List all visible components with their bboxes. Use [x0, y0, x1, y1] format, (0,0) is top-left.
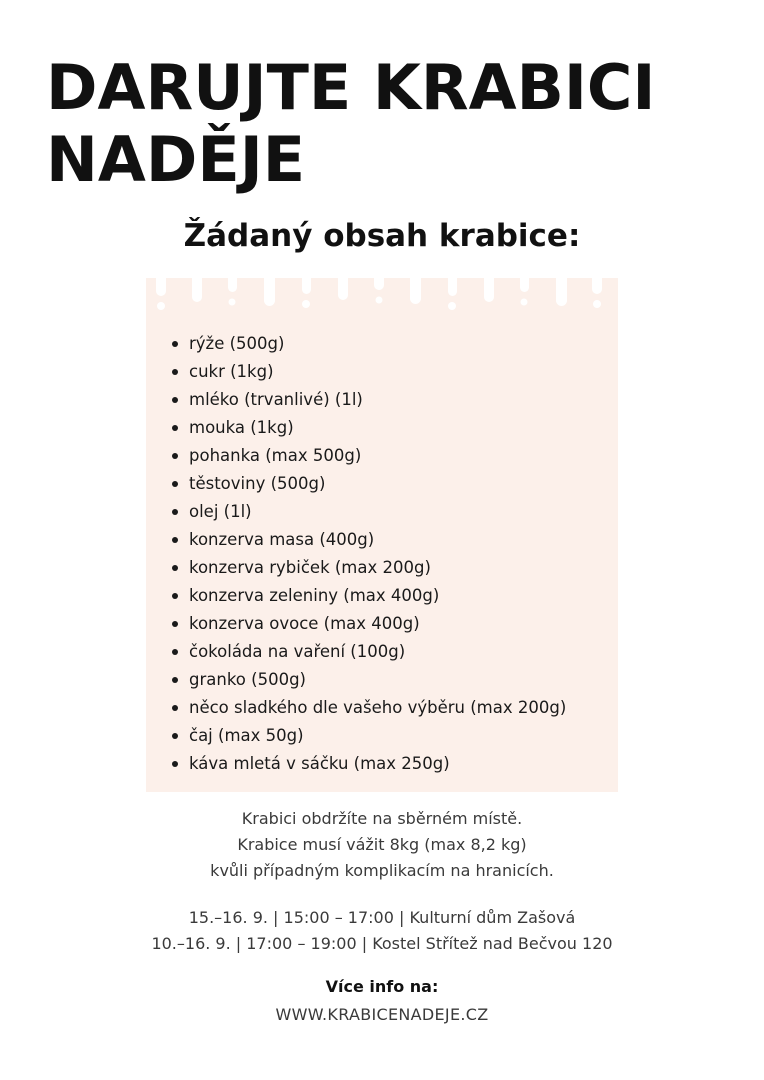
list-item	[172, 582, 618, 610]
list-item-label: káva mletá v sáčku (max 250g)	[189, 754, 450, 773]
list-item	[172, 414, 618, 442]
list-item-label: rýže (500g)	[189, 334, 285, 353]
list-item-label: pohanka (max 500g)	[189, 446, 362, 465]
list-item	[172, 386, 618, 414]
item-list-paper	[146, 272, 618, 792]
list-item	[172, 358, 618, 386]
bullet-icon	[172, 649, 178, 655]
list-item	[172, 442, 618, 470]
bullet-icon	[172, 761, 178, 767]
bullet-icon	[172, 733, 178, 739]
list-item	[172, 330, 618, 358]
bullet-icon	[172, 621, 178, 627]
list-item	[172, 750, 618, 778]
bullet-icon	[172, 565, 178, 571]
bullet-icon	[172, 537, 178, 543]
info-line-2: Krabice musí vážit 8kg (max 8,2 kg)	[237, 835, 527, 854]
bullet-icon	[172, 509, 178, 515]
list-item-label: cukr (1kg)	[189, 362, 274, 381]
info-line-3: kvůli případným komplikacím na hranicích.	[210, 861, 554, 880]
title-line-1: DARUJTE KRABICI	[46, 51, 656, 124]
list-item	[172, 610, 618, 638]
list-item	[172, 666, 618, 694]
bullet-icon	[172, 481, 178, 487]
list-item-label: mouka (1kg)	[189, 418, 294, 437]
list-item-label: mléko (trvanlivé) (1l)	[189, 390, 363, 409]
list-item-label: těstoviny (500g)	[189, 474, 326, 493]
schedule-line-1: 15.–16. 9. | 15:00 – 17:00 | Kulturní dům Zašová	[188, 908, 576, 927]
list-item-label: konzerva rybiček (max 200g)	[189, 558, 431, 577]
list-item-label: granko (500g)	[189, 670, 306, 689]
list-item	[172, 638, 618, 666]
paper-drip-decoration	[146, 272, 618, 322]
list-item-label: konzerva masa (400g)	[189, 530, 375, 549]
bullet-icon	[172, 397, 178, 403]
info-line-1: Krabici obdržíte na sběrném místě.	[241, 809, 523, 828]
list-item	[172, 722, 618, 750]
schedule-line-2: 10.–16. 9. | 17:00 – 19:00 | Kostel Střítež nad Bečvou 120	[151, 934, 613, 953]
item-list	[172, 330, 618, 778]
bullet-icon	[172, 369, 178, 375]
bullet-icon	[172, 677, 178, 683]
list-item	[172, 526, 618, 554]
list-item-label: něco sladkého dle vašeho výběru (max 200g)	[189, 698, 567, 717]
title-line-2: NADĚJE	[46, 123, 306, 196]
bullet-icon	[172, 425, 178, 431]
list-item	[172, 554, 618, 582]
website-link[interactable]: WWW.KRABICENADEJE.CZ	[275, 1005, 489, 1024]
list-item	[172, 470, 618, 498]
page-title	[46, 52, 746, 196]
list-item	[172, 694, 618, 722]
list-heading: Žádaný obsah krabice:	[183, 218, 581, 254]
list-item	[172, 498, 618, 526]
bullet-icon	[172, 593, 178, 599]
bullet-icon	[172, 341, 178, 347]
bullet-icon	[172, 705, 178, 711]
more-info-label: Více info na:	[325, 977, 439, 996]
bullet-icon	[172, 453, 178, 459]
list-item-label: čaj (max 50g)	[189, 726, 304, 745]
list-item-label: čokoláda na vaření (100g)	[189, 642, 406, 661]
list-item-label: konzerva zeleniny (max 400g)	[189, 586, 440, 605]
list-item-label: olej (1l)	[189, 502, 252, 521]
list-item-label: konzerva ovoce (max 400g)	[189, 614, 420, 633]
